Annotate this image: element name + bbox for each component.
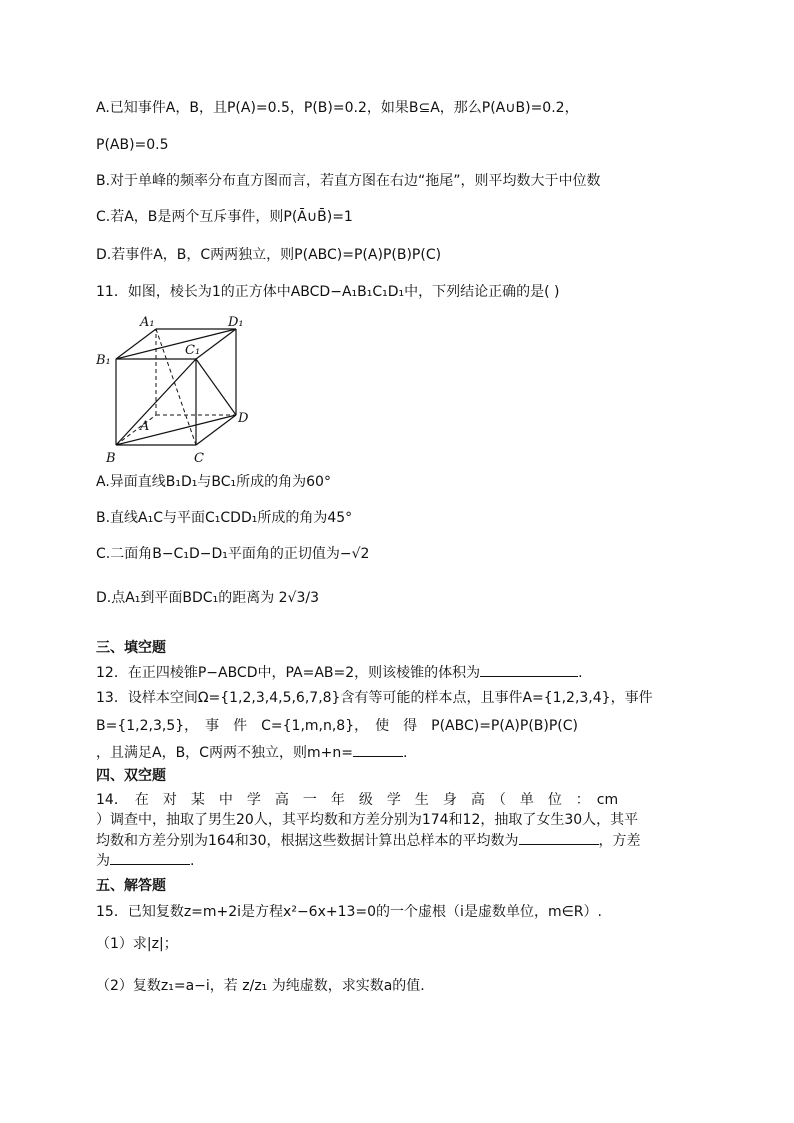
label-d: D [238, 411, 249, 426]
q10-option-a-line2: P(AB)=0.5 [96, 137, 169, 153]
q14-line3 [96, 830, 734, 851]
q10-option-d: D.若事件A，B，C两两独立，则P(ABC)=P(A)P(B)P(C) [96, 247, 442, 263]
q14-variance-blank[interactable] [110, 850, 190, 865]
q13-line3 [96, 742, 734, 763]
label-c: C [194, 451, 204, 464]
label-c1: C₁ [185, 343, 201, 358]
q14-text: 均数和方差分别为164和30，根据这些数据计算出总样本的平均数为 [96, 833, 519, 849]
label-a1: A₁ [140, 315, 155, 330]
q15-part2: （2）复数z₁=a−i，若 z/z₁ 为纯虚数，求实数a的值. [96, 978, 425, 994]
q11-option-c: C.二面角B−C₁D−D₁平面角的正切值为−√2 [96, 546, 370, 562]
cube-figure [96, 312, 256, 464]
q11-option-b: B.直线A₁C与平面C₁CDD₁所成的角为45° [96, 510, 353, 526]
q11-option-d: D.点A₁到平面BDC₁的距离为 2√3/3 [96, 590, 320, 606]
q13-line2: B={1,2,3,5}， 事 件 C={1,m,n,8}， 使 得 P(ABC)=P(A)P(B)P(C) [96, 718, 578, 734]
q14-variance-text: ，方差 [598, 833, 641, 849]
q14-line1: 14． 在 对 某 中 学 高 一 年 级 学 生 身 高 （ 单 位 ： cm [96, 792, 619, 808]
q13-answer-blank[interactable] [353, 742, 403, 757]
q12-end: . [578, 665, 583, 681]
q15-stem: 15．已知复数z=m+2i是方程x²−6x+13=0的一个虚根（i是虚数单位，m∈R）. [96, 904, 602, 920]
q10-option-b: B.对于单峰的频率分布直方图而言，若直方图在右边“拖尾”，则平均数大于中位数 [96, 173, 601, 189]
diag-b1d1 [116, 329, 236, 359]
q14-text-2: 为 [96, 853, 110, 869]
q12 [96, 662, 734, 683]
q12-answer-blank[interactable] [480, 662, 578, 677]
label-a: A [140, 419, 150, 434]
q13-end: . [402, 745, 408, 761]
diag-bd [116, 415, 236, 445]
label-b: B [106, 451, 116, 464]
section-5-heading: 五、解答题 [96, 878, 166, 894]
section-4-heading: 四、双空题 [96, 768, 166, 784]
q10-option-c: C.若A，B是两个互斥事件，则P(Ā∪B̄)=1 [96, 209, 353, 225]
label-b1: B₁ [96, 353, 111, 368]
q14-line4 [96, 850, 734, 871]
q13-line1: 13．设样本空间Ω={1,2,3,4,5,6,7,8}含有等可能的样本点，且事件A={1,2,3,4}，事件 [96, 690, 653, 706]
diag-c1d [196, 359, 236, 415]
label-d1: D₁ [228, 315, 244, 330]
q11-option-a: A.异面直线B₁D₁与BC₁所成的角为60° [96, 474, 331, 490]
q15-part1: （1）求|z|； [96, 936, 178, 952]
q10-option-a-line1: A.已知事件A，B，且P(A)=0.5，P(B)=0.2，如果B⊆A，那么P(A∪B)=0.2， [96, 100, 579, 116]
q14-mean-blank[interactable] [519, 830, 599, 845]
q12-text: 12．在正四棱锥P−ABCD中，PA=AB=2，则该棱锥的体积为 [96, 665, 481, 681]
q11-stem: 11．如图，棱长为1的正方体中ABCD−A₁B₁C₁D₁中，下列结论正确的是( ) [96, 284, 560, 300]
q14-end: . [190, 853, 195, 869]
section-3-heading: 三、填空题 [96, 640, 166, 656]
q14-line2: ）调查中，抽取了男生20人，其平均数和方差分别为174和12，抽取了女生30人，其平 [96, 812, 639, 828]
q13-text: ，且满足A，B，C两两不独立，则m+n= [96, 745, 353, 761]
